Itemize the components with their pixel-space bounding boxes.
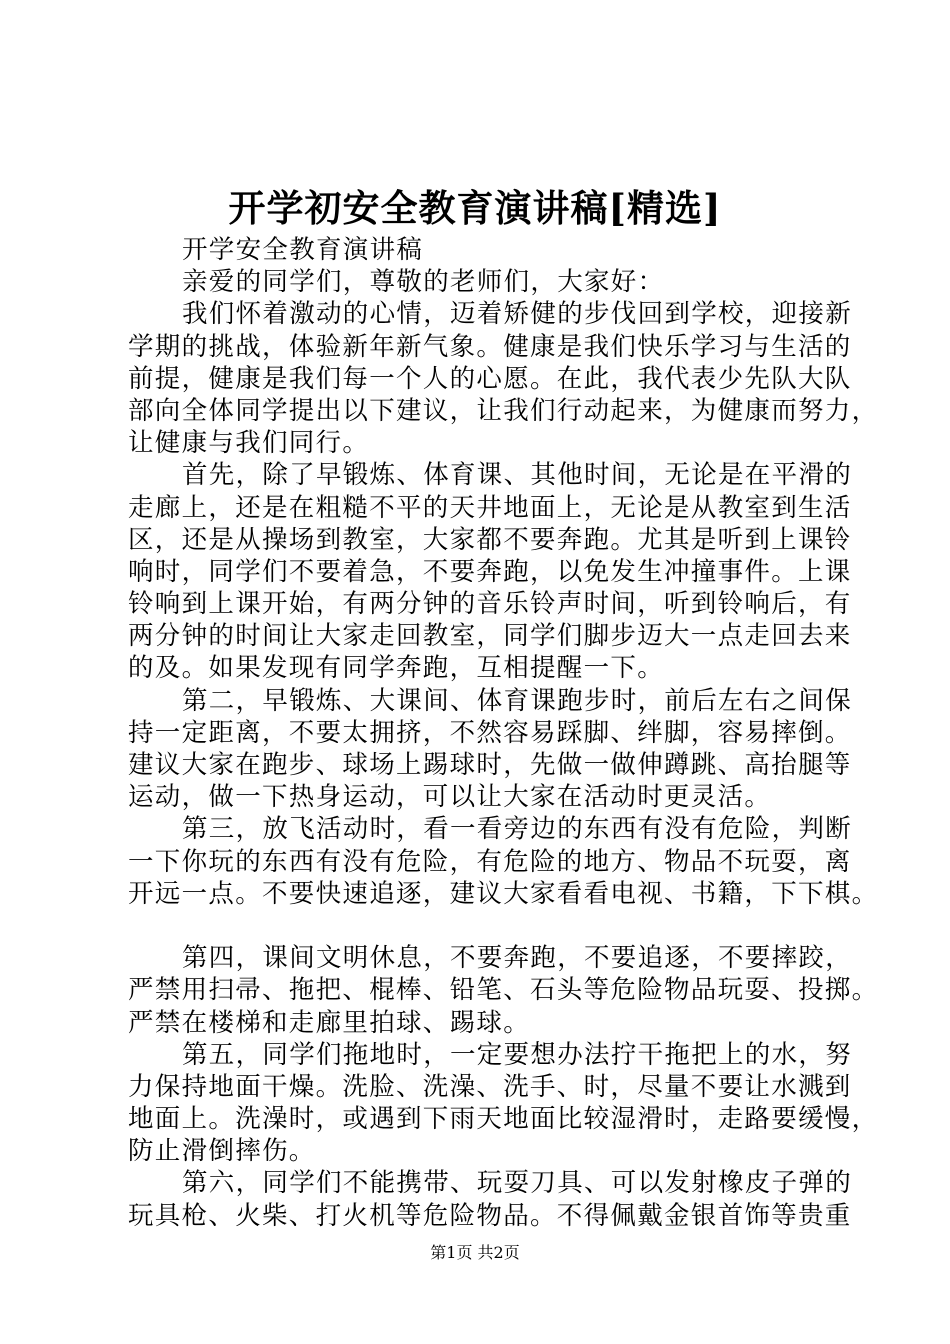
text-line: 的及。如果发现有同学奔跑，互相提醒一下。 (128, 653, 665, 684)
document-title: 开学初安全教育演讲稿[精选] (228, 186, 722, 230)
text-line: 学期的挑战，体验新年新气象。健康是我们快乐学习与生活的 (128, 331, 852, 362)
text-line: 地面上。洗澡时，或遇到下雨天地面比较湿滑时，走路要缓慢， (128, 1104, 879, 1135)
text-line: 开学安全教育演讲稿 (182, 235, 424, 265)
text-line: 严禁在楼梯和走廊里拍球、踢球。 (128, 1007, 531, 1038)
text-line: 第五，同学们拖地时，一定要想办法拧干拖把上的水，努 (182, 1039, 853, 1070)
text-line: 我们怀着激动的心情，迈着矫健的步伐回到学校，迎接新 (182, 299, 853, 330)
text-line: 防止滑倒摔伤。 (128, 1136, 316, 1167)
text-line: 第四，课间文明休息，不要奔跑，不要追逐，不要摔跤， (182, 943, 853, 974)
text-line: 运动，做一下热身运动，可以让大家在活动时更灵活。 (128, 782, 772, 813)
text-line: 第二，早锻炼、大课间、体育课跑步时，前后左右之间保 (182, 685, 853, 716)
text-line: 亲爱的同学们，尊敬的老师们，大家好： (182, 267, 665, 298)
text-line: 区，还是从操场到教室，大家都不要奔跑。尤其是听到上课铃 (128, 524, 852, 555)
text-line: 玩具枪、火柴、打火机等危险物品。不得佩戴金银首饰等贵重 (128, 1200, 852, 1231)
text-line: 走廊上，还是在粗糙不平的天井地面上，无论是从教室到生活 (128, 492, 852, 523)
text-line: 第六，同学们不能携带、玩耍刀具、可以发射橡皮子弹的 (182, 1168, 853, 1199)
document-body (128, 234, 879, 1232)
page-footer: 第1页 共2页 (430, 1243, 520, 1262)
text-line: 让健康与我们同行。 (128, 428, 370, 459)
text-line: 铃响到上课开始，有两分钟的音乐铃声时间，听到铃响后，有 (128, 589, 852, 620)
text-line: 力保持地面干燥。洗脸、洗澡、洗手、时，尽量不要让水溅到 (128, 1071, 852, 1102)
text-line: 首先，除了早锻炼、体育课、其他时间，无论是在平滑的 (182, 460, 853, 491)
text-line: 持一定距离，不要太拥挤，不然容易踩脚、绊脚，容易摔倒。 (128, 717, 852, 748)
text-line: 部向全体同学提出以下建议，让我们行动起来，为健康而努力， (128, 395, 879, 426)
text-line: 严禁用扫帚、拖把、棍棒、铅笔、石头等危险物品玩耍、投掷。 (128, 975, 879, 1006)
text-line: 一下你玩的东西有没有危险，有危险的地方、物品不玩耍，离 (128, 846, 852, 877)
text-line: 两分钟的时间让大家走回教室，同学们脚步迈大一点走回去来 (128, 621, 852, 652)
text-line: 建议大家在跑步、球场上踢球时，先做一做伸蹲跳、高抬腿等 (128, 750, 852, 780)
text-line: 响时，同学们不要着急，不要奔跑，以免发生冲撞事件。上课 (128, 556, 852, 587)
text-line: 第三，放飞活动时，看一看旁边的东西有没有危险，判断 (182, 814, 853, 845)
blank-line (128, 910, 863, 942)
text-line: 前提，健康是我们每一个人的心愿。在此，我代表少先队大队 (128, 363, 852, 394)
text-line: 开远一点。不要快速追逐，建议大家看看电视、书籍，下下棋。 (128, 878, 879, 909)
